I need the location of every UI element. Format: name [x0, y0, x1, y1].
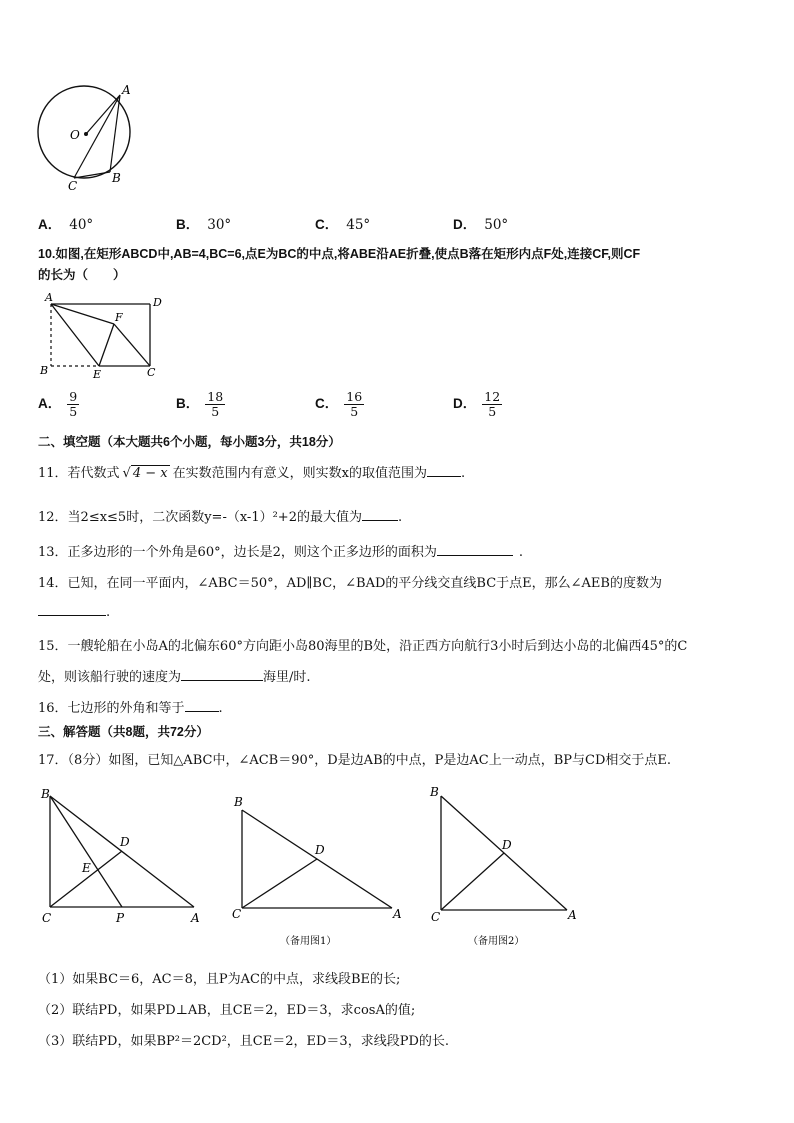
q17-fig1-label-d: D	[120, 835, 130, 849]
q16-answer-blank[interactable]	[185, 699, 219, 712]
section2-heading: 二、填空题（本大题共6个小题，每小题3分，共18分）	[38, 435, 341, 449]
q17-fig2-label-b: B	[234, 795, 243, 809]
q14-answer-blank[interactable]	[38, 603, 106, 616]
q17-figure-backup-2	[429, 785, 577, 947]
q9-center-dot	[84, 132, 88, 136]
q10-rectangle-figure	[36, 290, 166, 382]
q10-label-e: E	[93, 368, 102, 381]
q9-label-o: O	[70, 128, 80, 142]
q10-text-line2: 的长为（ ）	[38, 268, 126, 282]
q12-text: 12．当2≤x≤5时，二次函数y=-（x-1）²+2的最大值为 .	[38, 510, 403, 525]
q10-option-a: A． $\frac{9}{5}$	[38, 389, 78, 419]
q9-option-d: D． 50°	[453, 217, 509, 233]
q9-segment-oa	[86, 95, 120, 134]
q10-text-line1: 10.如图,在矩形ABCD中,AB=4,BC=6,点E为BC的中点,将ABE沿AE折叠,使点B落在矩形内点F处,连接CF,则CF	[38, 247, 641, 261]
q11-text: 11．若代数式 √ 4 − x 在实数范围内有意义，则实数x的取值范围为 .	[38, 466, 466, 481]
q17-fig3-label-d: D	[502, 838, 512, 852]
q17-fig2-label-a: A	[393, 907, 402, 921]
q17-fig3-label-b: B	[430, 785, 439, 799]
q9-label-b: B	[112, 171, 121, 185]
q9-option-c: C． 45°	[315, 217, 371, 233]
q11-radical: √ 4 − x	[122, 466, 168, 481]
q17-fig1-label-b: B	[41, 787, 50, 801]
q10-label-f: F	[115, 311, 123, 324]
section3-heading: 三、解答题（共8题，共72分）	[38, 725, 209, 739]
q17-fig2-label-c: C	[232, 907, 242, 921]
q14-answer-line: .	[38, 603, 110, 620]
q17-caption-1: （备用图1）	[280, 936, 337, 947]
q13-text: 13．正多边形的一个外角是60°，边长是2，则这个正多边形的面积为 .	[38, 545, 523, 560]
q9-segment-ab	[110, 95, 120, 172]
q10-label-a: A	[45, 291, 53, 304]
q17-sub3: （3）联结PD，如果BP²＝2CD²，且CE＝2，ED＝3，求线段PD的长.	[38, 1034, 449, 1049]
q9-circle-figure	[36, 82, 140, 192]
q17-fig3-label-a: A	[568, 908, 577, 922]
q10-label-b: B	[40, 364, 49, 377]
q17-figures	[36, 782, 581, 952]
q10-label-d: D	[153, 296, 162, 309]
q16-text: 16．七边形的外角和等于 .	[38, 701, 223, 716]
q10-option-d: D． $\frac{12}{5}$	[453, 389, 501, 419]
q10-label-c: C	[147, 366, 156, 379]
q9-option-b: B． 30°	[176, 217, 232, 233]
q9-label-a: A	[122, 83, 131, 97]
q17-sub2: （2）联结PD，如果PD⊥AB，且CE＝2，ED＝3，求cosA的值;	[38, 1003, 416, 1018]
q10-option-b: B． $\frac{18}{5}$	[176, 389, 224, 419]
q10-segment-ae	[51, 304, 99, 366]
q17-text: 17．（8分）如图，已知△ABC中，∠ACB＝90°，D是边AB的中点，P是边AC上一动点，BP与CD相交于点E.	[38, 753, 672, 768]
q15-text-line2: 处，则该船行驶的速度为 海里/时.	[38, 670, 311, 685]
q17-fig1-label-e: E	[82, 861, 91, 875]
q12-answer-blank[interactable]	[362, 508, 398, 521]
q15-text-line1: 15．一艘轮船在小岛A的北偏东60°方向距小岛80海里的B处，沿正西方向航行3小时后到达小岛的北偏西45°的C	[38, 639, 688, 654]
q9-option-a: A． 40°	[38, 217, 94, 233]
q17-figure-backup-1	[232, 795, 402, 947]
q17-fig2-label-d: D	[315, 843, 325, 857]
q17-fig1-label-a: A	[191, 911, 200, 925]
q17-fig1-label-c: C	[42, 911, 52, 925]
q14-text: 14．已知，在同一平面内，∠ABC＝50°，AD∥BC，∠BAD的平分线交直线BC于点E，那么∠AEB的度数为	[38, 576, 662, 591]
q15-answer-blank[interactable]	[181, 668, 263, 681]
q17-caption-2: （备用图2）	[468, 936, 525, 947]
q10-option-c: C． $\frac{16}{5}$	[315, 389, 363, 419]
q9-segment-ac	[74, 95, 120, 178]
q17-figure-main	[40, 787, 200, 925]
q9-label-c: C	[68, 179, 78, 192]
q10-segment-af	[51, 304, 114, 324]
q11-answer-blank[interactable]	[427, 464, 461, 477]
q17-sub1: （1）如果BC＝6，AC＝8，且P为AC的中点，求线段BE的长;	[38, 972, 401, 987]
q13-answer-blank[interactable]	[437, 543, 513, 556]
q10-segment-fc	[114, 324, 150, 366]
q10-segment-fe	[99, 324, 114, 366]
q17-fig3-label-c: C	[431, 910, 441, 924]
q17-fig1-label-p: P	[116, 911, 125, 925]
